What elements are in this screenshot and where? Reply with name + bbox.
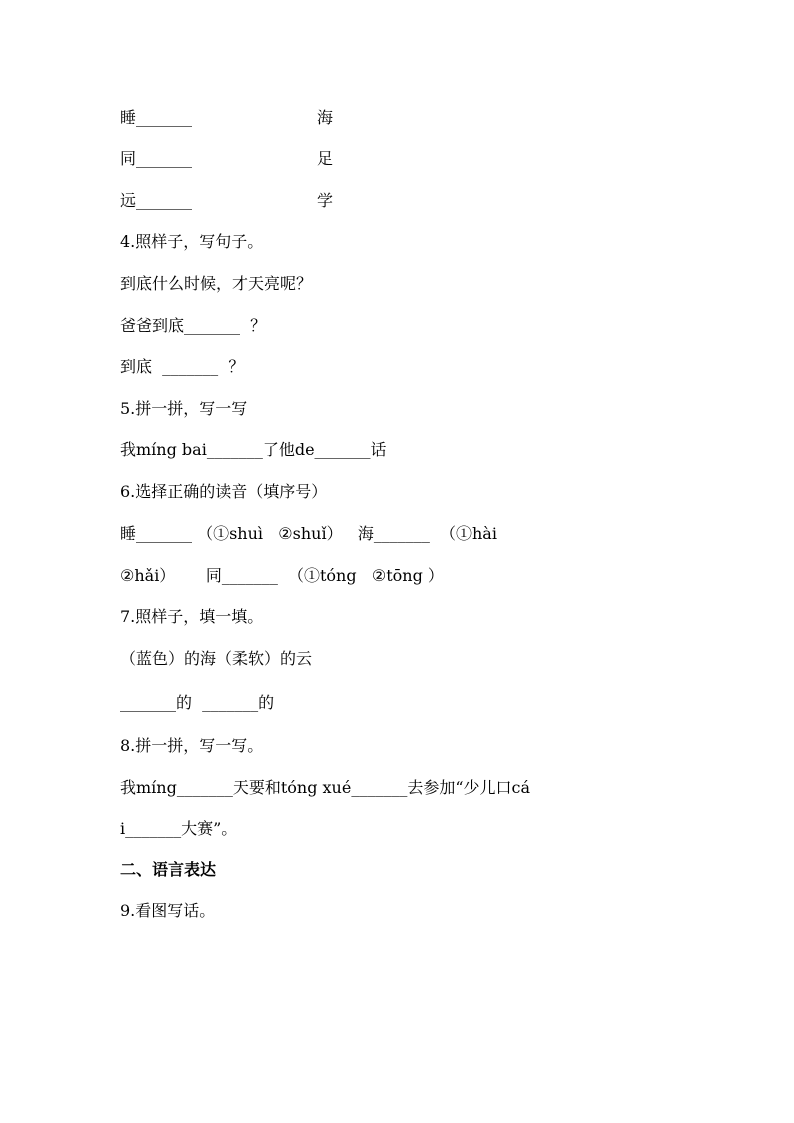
q9-title: 9.看图写话。 xyxy=(120,901,216,920)
matching-left-2: 同_______ xyxy=(120,149,193,168)
matching-right-2: 足 xyxy=(317,149,334,168)
q5-line: 我míng bai_______了他de_______话 xyxy=(120,440,387,459)
section-2-heading: 二、语言表达 xyxy=(120,860,217,879)
matching-right-1: 海 xyxy=(317,108,334,127)
matching-left-1: 睡_______ xyxy=(120,108,193,127)
q4-line-2: 到底 _______ ？ xyxy=(120,357,245,376)
q7-example: （蓝色）的海（柔软）的云 xyxy=(120,649,313,668)
q7-title: 7.照样子，填一填。 xyxy=(120,607,264,626)
q6-line-2: ②hǎi） 同_______ （①tóng ②tōng ） xyxy=(120,566,444,585)
q5-title: 5.拼一拼，写一写 xyxy=(120,399,248,418)
q7-line: _______的 _______的 xyxy=(120,693,275,712)
q6-title: 6.选择正确的读音（填序号） xyxy=(120,482,328,501)
q4-example: 到底什么时候，才天亮呢？ xyxy=(120,274,313,293)
matching-left-3: 远_______ xyxy=(120,191,193,210)
q8-line-1: 我míng_______天要和tóng xué_______去参加“少儿口cá xyxy=(120,778,531,797)
matching-right-3: 学 xyxy=(317,191,334,210)
q8-line-2: i_______大赛”。 xyxy=(120,819,238,838)
q6-line-1: 睡_______ （①shuì ②shuǐ） 海_______ （①hài xyxy=(120,524,497,543)
q8-title: 8.拼一拼，写一写。 xyxy=(120,736,264,755)
q4-title: 4.照样子，写句子。 xyxy=(120,232,264,251)
q4-line-1: 爸爸到底_______ ？ xyxy=(120,316,267,335)
